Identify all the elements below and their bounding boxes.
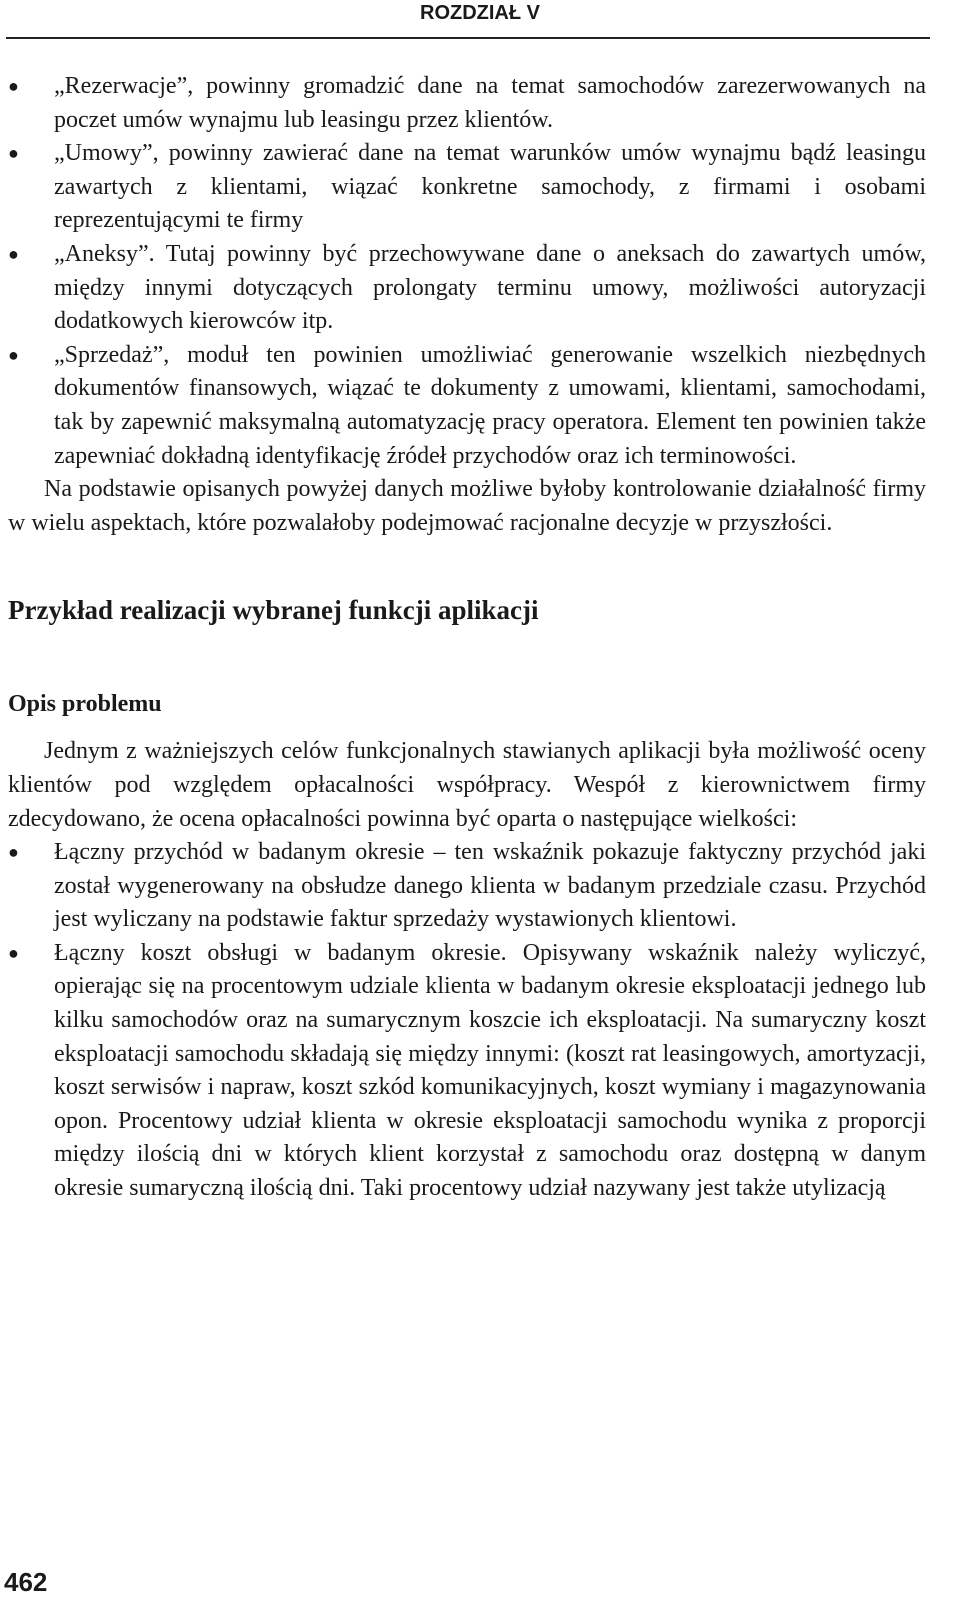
page-number: 462 bbox=[4, 1567, 48, 1597]
list-item bbox=[8, 137, 926, 238]
list-item-text: „Rezerwacje”, powinny gromadzić dane na temat samochodów zarezerwowanych na poczet umów wynajmu lub leasingu przez klientów. bbox=[54, 73, 926, 133]
bullet-icon: ● bbox=[8, 344, 19, 365]
running-head: ROZDZIAŁ V bbox=[420, 2, 540, 24]
bullet-icon: ● bbox=[8, 143, 19, 164]
list-item-text: „Umowy”, powinny zawierać dane na temat warunków umów wynajmu bądź leasingu zawartych z klientami, wiązać konkretne samochody, z firmami i osobami reprezentującymi te firmy bbox=[54, 140, 926, 234]
list-item-text: „Aneksy”. Tutaj powinny być przechowywane dane o aneksach do zawartych umów, między innymi dotyczących prolongaty terminu umowy, możliwości autoryzacji dodatkowych kierowców itp. bbox=[54, 240, 926, 335]
bullet-icon: ● bbox=[8, 842, 19, 863]
body-paragraph: Jednym z ważniejszych celów funkcjonalnych stawianych aplikacji była możliwość oceny klientów pod względem opłacalności współpracy. Wespół z kierownictwem firmy zdecydowano, że ocena opłacalności powinna być oparta o następujące wielkości: bbox=[8, 738, 926, 832]
body-paragraph: Na podstawie opisanych powyżej danych możliwe byłoby kontrolowanie działalność firmy w wielu aspektach, które pozwalałoby podejmować racjonalne decyzje w przyszłości. bbox=[8, 476, 926, 536]
list-item bbox=[8, 339, 926, 473]
list-item bbox=[8, 836, 926, 937]
list-item-text: „Sprzedaż”, moduł ten powinien umożliwiać generowanie wszelkich niezbędnych dokumentów finansowych, wiązać te dokumenty z umowami, klientami, samochodami, tak by zapewnić maksymalną automatyzację pracy operatora. Element ten powinien także zapewniać dokładną identyfikację źródeł przychodów oraz ich terminowości. bbox=[54, 341, 926, 469]
page-content bbox=[8, 70, 926, 1206]
list-item bbox=[8, 70, 926, 137]
bullet-icon: ● bbox=[8, 942, 19, 963]
header-rule bbox=[6, 37, 930, 39]
list-item bbox=[8, 238, 926, 339]
list-item-text: Łączny przychód w badanym okresie – ten wskaźnik pokazuje faktyczny przychód jaki został wygenerowany na obsłudze danego klienta w badanym przedziale czasu. Przychód jest wyliczany na podstawie faktur sprzedaży wystawionych klientowi. bbox=[54, 839, 926, 933]
bullet-icon: ● bbox=[8, 76, 19, 96]
list-item bbox=[8, 937, 926, 1206]
bullet-list-metrics bbox=[8, 836, 926, 1206]
subsection-heading: Opis problemu bbox=[8, 691, 162, 718]
section-heading: Przykład realizacji wybranej funkcji aplikacji bbox=[8, 595, 539, 626]
bullet-list-modules bbox=[8, 70, 926, 473]
list-item-text: Łączny koszt obsługi w badanym okresie. Opisywany wskaźnik należy wyliczyć, opierając się na procentowym udziale klienta w badanym okresie eksploatacji jednego lub kilku samochodów oraz na sumarycznym koszcie ich eksploatacji. Na sumaryczny koszt eksploatacji samochodu składają się między innymi: (koszt rat leasingowych, amortyzacji, koszt serwisów i napraw, koszt szkód komunikacyjnych, koszt wymiany i magazynowania opon. Procentowy udział klienta w okresie eksploatacji samochodu wynika z proporcji między ilością dni w których klient korzystał z samochodu oraz dostępną w danym okresie sumaryczną ilością dni. Taki procentowy udział nazywany jest także utylizacją bbox=[54, 939, 926, 1202]
bullet-icon: ● bbox=[8, 243, 19, 264]
